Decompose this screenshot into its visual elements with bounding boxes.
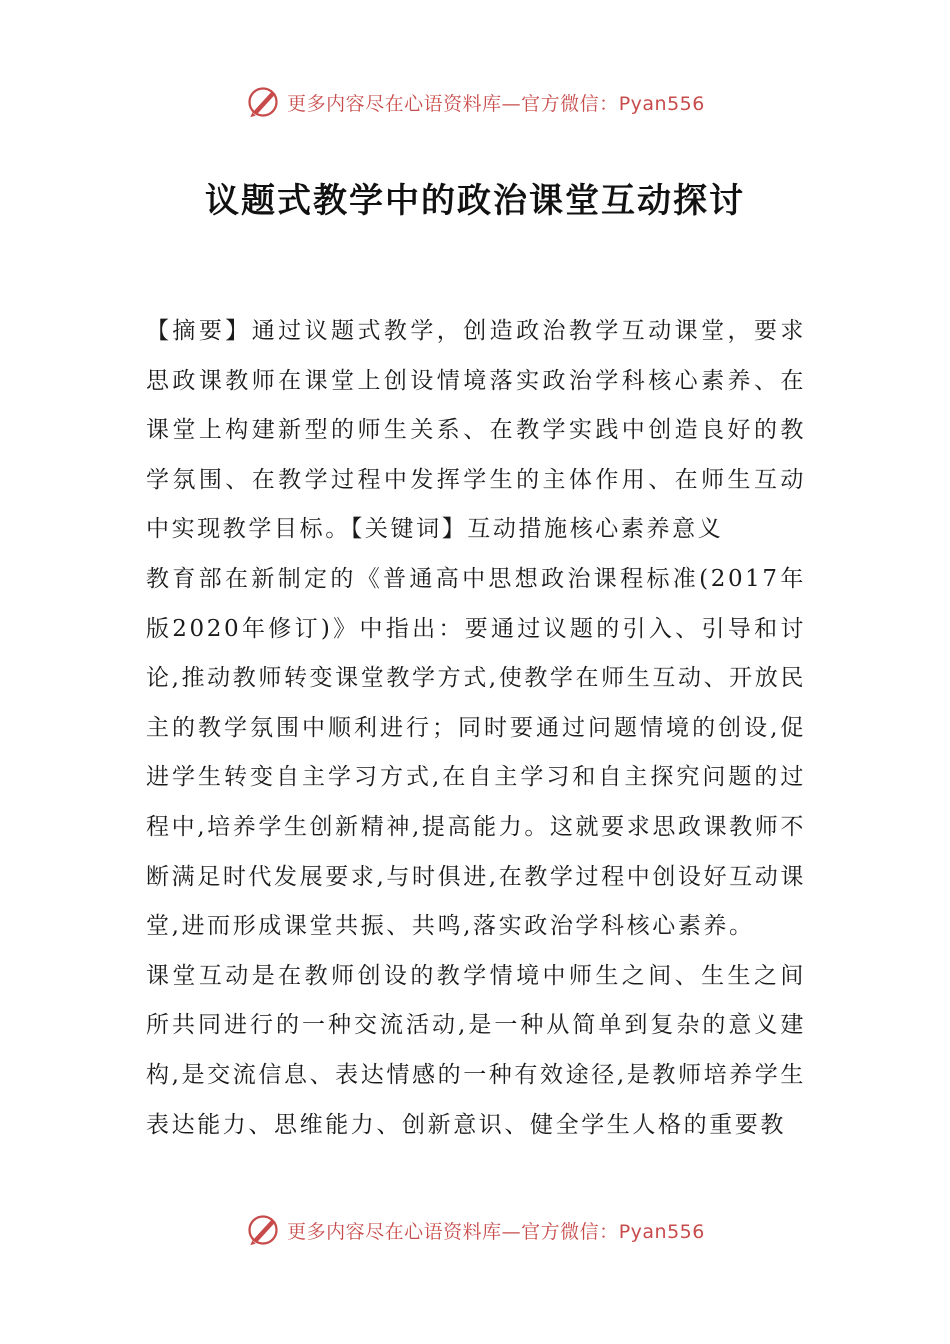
- banner-wechat-id: Pyan556: [618, 92, 705, 115]
- document-body: [146, 307, 806, 1150]
- banner-contact-label: 官方微信：: [521, 1220, 619, 1243]
- banner-dash: —: [501, 1220, 522, 1243]
- abstract-paragraph: 【摘要】通过议题式教学，创造政治教学互动课堂，要求思政课教师在课堂上创设情境落实政治学科核心素养、在课堂上构建新型的师生关系、在教学实践中创造良好的教学氛围、在教学过程中发挥学生的主体作用、在师生互动中实现教学目标。【关键词】互动措施核心素养意义: [146, 318, 806, 543]
- header-banner: [0, 82, 950, 122]
- page-title: 议题式教学中的政治课堂互动探讨: [205, 181, 745, 221]
- banner-text: [287, 89, 705, 116]
- footer-banner: [0, 1210, 950, 1250]
- pen-logo-icon: [245, 84, 281, 120]
- banner-wechat-id: Pyan556: [618, 1220, 705, 1243]
- banner-contact-label: 官方微信：: [521, 92, 619, 115]
- body-paragraph: 教育部在新制定的《普通高中思想政治课程标准(2017年版2020年修订)》中指出：要通过议题的引入、引导和讨论,推动教师转变课堂教学方式,使教学在师生互动、开放民主的教学氛围中顺利进行；同时要通过问题情境的创设,促进学生转变自主学习方式,在自主学习和自主探究问题的过程中,培养学生创新精神,提高能力。这就要求思政课教师不断满足时代发展要求,与时俱进,在教学过程中创设好互动课堂,进而形成课堂共振、共鸣,落实政治学科核心素养。: [146, 565, 806, 940]
- banner-dash: —: [501, 92, 522, 115]
- banner-slogan: 更多内容尽在心语资料库: [287, 1220, 502, 1243]
- banner-slogan: 更多内容尽在心语资料库: [287, 92, 502, 115]
- body-paragraph: 课堂互动是在教师创设的教学情境中师生之间、生生之间所共同进行的一种交流活动,是一种从简单到复杂的意义建构,是交流信息、表达情感的一种有效途径,是教师培养学生表达能力、思维能力、创新意识、健全学生人格的重要教: [146, 962, 806, 1138]
- banner-text: [287, 1217, 705, 1244]
- pen-logo-icon: [245, 1212, 281, 1248]
